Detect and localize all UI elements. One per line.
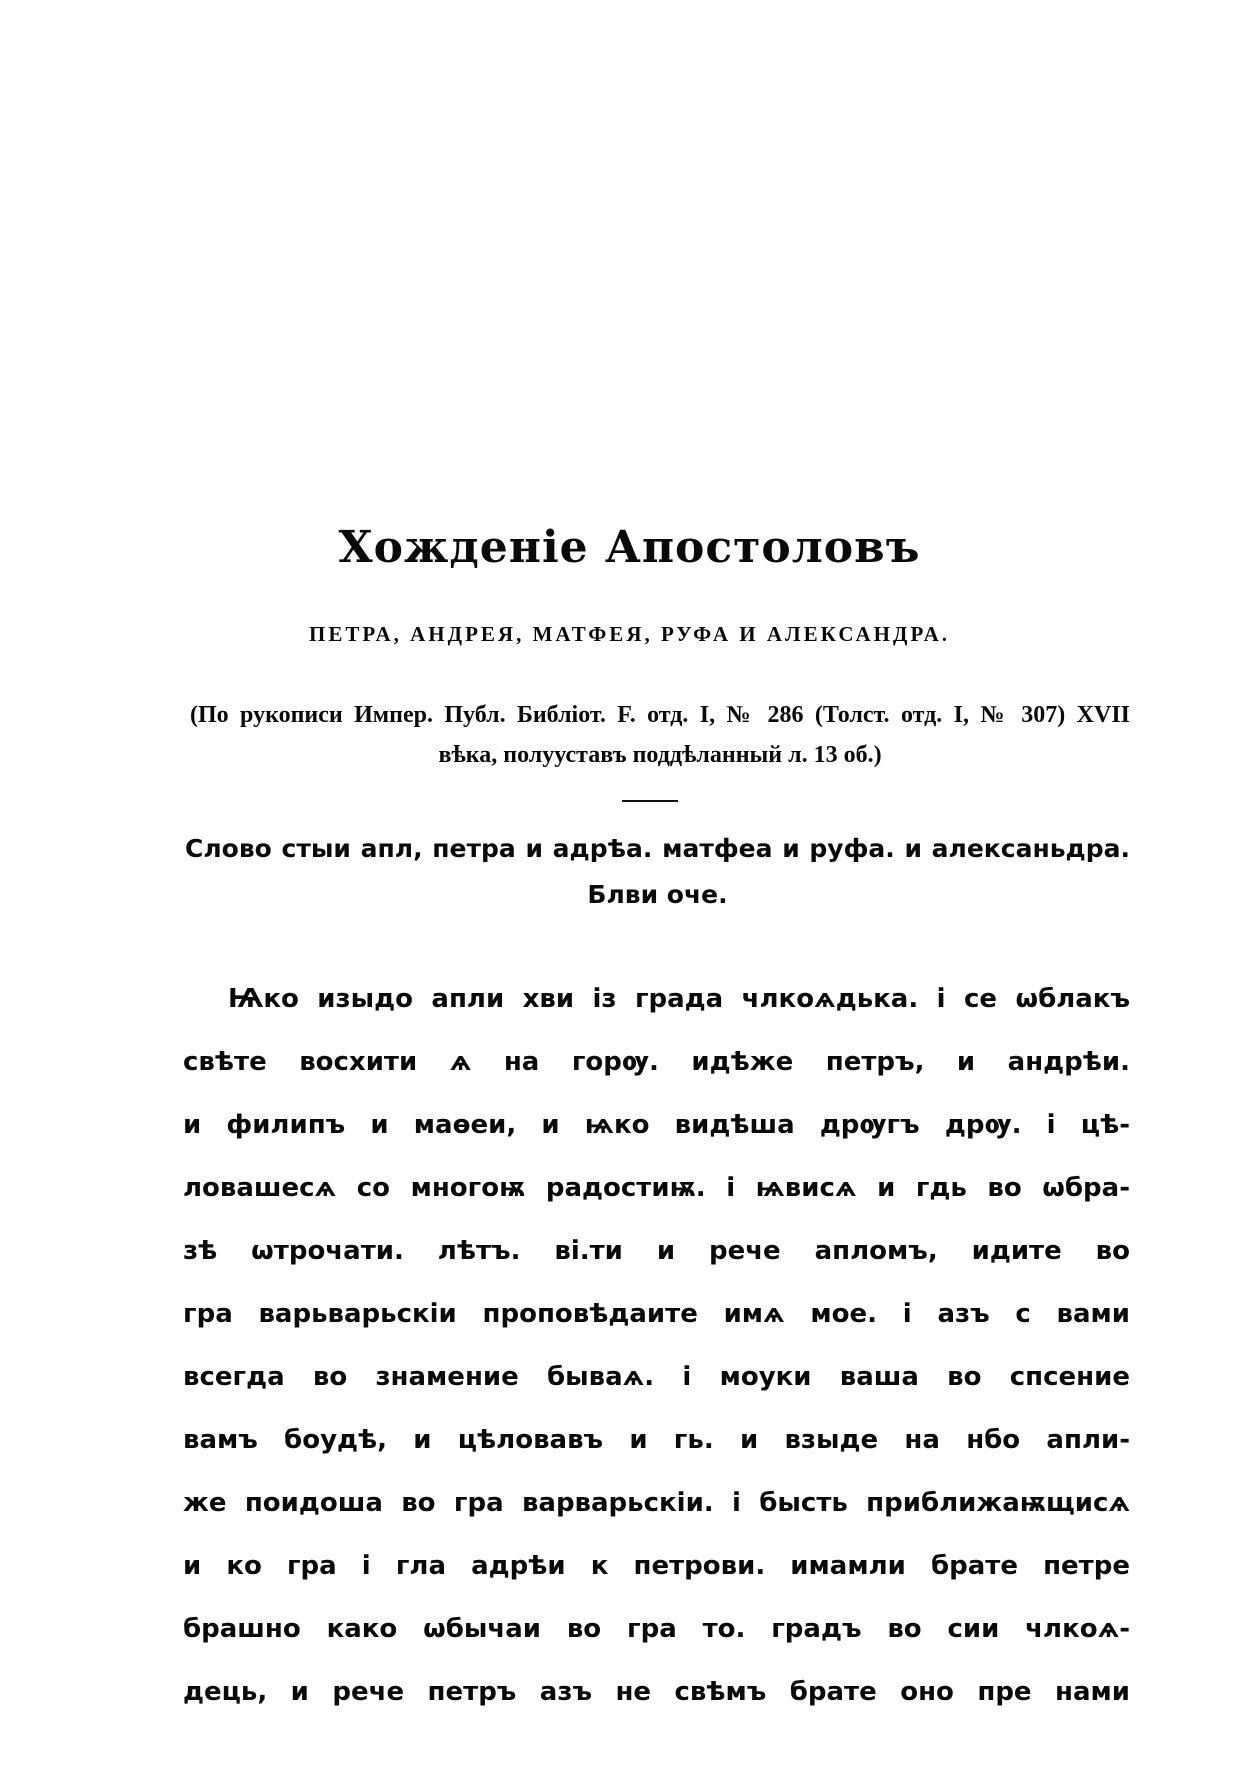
- text-heading-line: Блви оче.: [587, 880, 728, 909]
- divider-rule: [622, 800, 678, 802]
- body-line: свѣте восхити ѧ на горѹ. идѣже петръ, и андрѣи.: [183, 1047, 1130, 1077]
- text-heading-line: Слово стыи апл, петра и адрѣа. матфеа и руфа. и алексаньдра.: [185, 834, 1130, 863]
- body-text: [183, 968, 1130, 1724]
- body-line: Ѩко изыдо апли хви із града члкоѧдька. і се ѡблакъ: [228, 984, 1130, 1014]
- body-line: и филипъ и маѳеи, и ѩко видѣша дрѹгъ дрѹ. і цѣ-: [183, 1110, 1130, 1140]
- body-line: и ко гра і гла адрѣи к петрови. имамли брате петре: [183, 1551, 1130, 1581]
- source-note-line: (По рукописи Импер. Публ. Библіот. F. отд. I, № 286 (Толст. отд. I, № 307) XVII: [190, 702, 1130, 728]
- source-note-line: вѣка, полууставъ поддѣланный л. 13 об.): [438, 742, 882, 768]
- document-subtitle: ПЕТРА, АНДРЕЯ, МАТФЕЯ, РУФА И АЛЕКСАНДРА.: [308, 622, 951, 646]
- document-title: Хожденіе Апостоловъ: [338, 522, 921, 573]
- body-line: брашно како ѡбычаи во гра то. градъ во сии члкоѧ-: [183, 1614, 1130, 1644]
- body-line: дець, и рече петръ азъ не свѣмъ брате оно пре нами: [183, 1677, 1130, 1707]
- body-line: ловашесѧ со многоѭ радостиѭ. і ѩвисѧ и гдь во ѡбра-: [183, 1173, 1130, 1203]
- text-heading: [185, 826, 1130, 918]
- source-note: [190, 695, 1130, 775]
- body-line: гра варьварьскіи проповѣдаите имѧ мое. і азъ с вами: [183, 1299, 1130, 1329]
- body-line: же поидоша во гра варварьскіи. і бысть приближаѭщисѧ: [183, 1488, 1130, 1518]
- body-line: всегда во знамение бываѧ. і моуки ваша во спсение: [183, 1362, 1130, 1392]
- body-line: зѣ ѡтрочати. лѣтъ. ві.ти и рече апломъ, идите во: [183, 1236, 1130, 1266]
- body-line: вамъ боудѣ, и цѣловавъ и гь. и взыде на нбо апли-: [183, 1425, 1130, 1455]
